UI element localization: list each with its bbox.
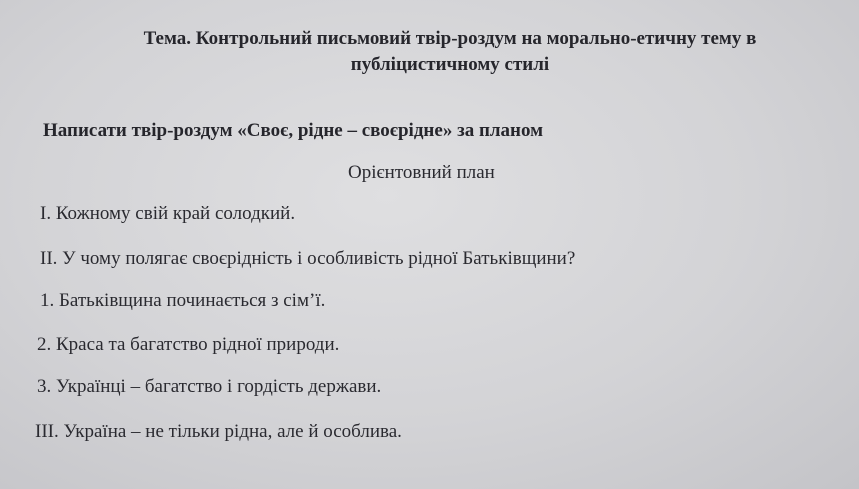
plan-item: І. Кожному свій край солодкий. — [40, 203, 296, 224]
topic-line-1: Тема. Контрольний письмовий твір-роздум на морально-етичну тему в — [143, 28, 757, 49]
task-instruction: Написати твір-роздум «Своє, рідне – своєрідне» за планом — [43, 120, 544, 141]
plan-item: 1. Батьківщина починається з сім’ї. — [40, 290, 326, 311]
plan-item: 3. Українці – багатство і гордість держави. — [37, 376, 382, 397]
plan-title: Орієнтовний план — [348, 162, 495, 183]
plan-item: ІІ. У чому полягає своєрідність і особливість рідної Батьківщини? — [40, 248, 576, 269]
topic-line-2: публіцистичному стилі — [350, 54, 550, 75]
plan-item: 2. Краса та багатство рідної природи. — [37, 334, 340, 355]
plan-item: ІІІ. Україна – не тільки рідна, але й особлива. — [35, 421, 402, 442]
topic-heading — [40, 26, 859, 78]
